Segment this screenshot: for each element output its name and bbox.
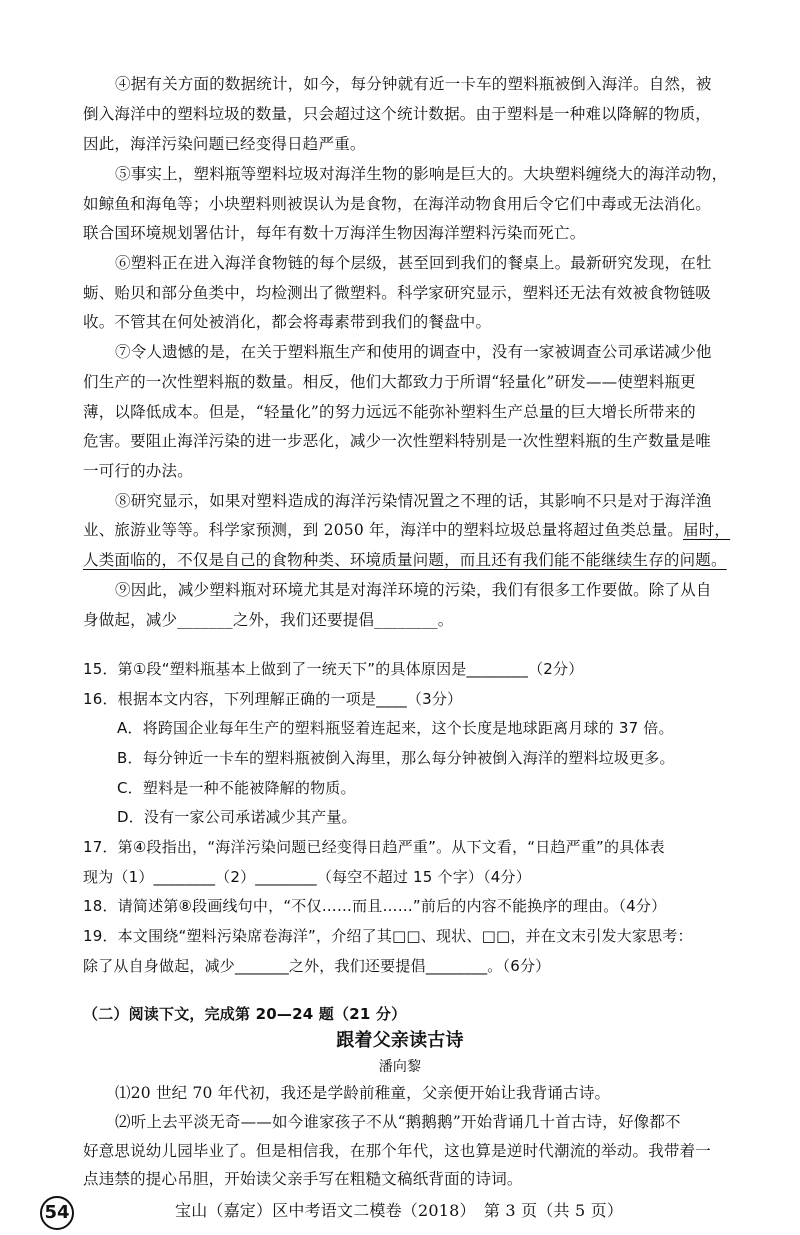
article-line: ⑴20 世纪 70 年代初，我还是学龄前稚童，父亲便开始让我背诵古诗。 (115, 1084, 611, 1102)
passage-line: 倒入海洋中的塑料垃圾的数量，只会超过这个统计数据。由于塑料是一种难以降解的物质， (83, 105, 712, 123)
page-number-badge: 54 (40, 1196, 74, 1230)
passage-line: 一可行的办法。 (83, 462, 193, 480)
option-b: B．每分钟近一卡车的塑料瓶被倒入海里，那么每分钟被倒入海洋的塑料垃圾更多。 (117, 749, 675, 767)
question-15: 15．第①段“塑料瓶基本上做到了一统天下”的具体原因是________（2分） (83, 660, 584, 678)
passage-line: ⑤事实上，塑料瓶等塑料垃圾对海洋生物的影响是巨大的。大块塑料缠绕大的海洋动物， (115, 165, 728, 183)
option-a: A．将跨国企业每年生产的塑料瓶竖着连起来，这个长度是地球距离月球的 37 倍。 (117, 719, 674, 737)
article-author: 潘向黎 (378, 1059, 422, 1075)
underlined-sentence: 人类面临的，不仅是自己的食物种类、环境质量问题，而且还有我们能不能继续生存的问题。 (83, 551, 727, 569)
passage-line: ⑥塑料正在进入海洋食物链的每个层级，甚至回到我们的餐桌上。最新研究发现，在牡 (115, 254, 712, 272)
passage-line: 收。不管其在何处被消化，都会将毒素带到我们的餐盘中。 (83, 313, 492, 331)
passage-line: 如鲸鱼和海龟等；小块塑料则被误认为是食物，在海洋动物食用后令它们中毒或无法消化。 (83, 195, 712, 213)
article-line: ⑵听上去平淡无奇——如今谁家孩子不从“鹅鹅鹅”开始背诵几十首古诗，好像都不 (115, 1113, 681, 1131)
underlined-sentence: 届时， (683, 521, 731, 539)
passage-line: 因此，海洋污染问题已经变得日趋严重。 (83, 135, 366, 153)
question-17-cont: 现为（1）________（2）________（每空不超过 15 个字）（4分） (83, 868, 531, 886)
question-18: 18．请简述第⑧段画线句中，“不仅……而且……”前后的内容不能换序的理由。（4分） (83, 897, 667, 915)
passage-line: ⑧研究显示，如果对塑料造成的海洋污染情况置之不理的话，其影响不只是对于海洋渔 (115, 492, 712, 510)
passage-text: 业、旅游业等等。科学家预测，到 2050 年，海洋中的塑料垃圾总量将超过鱼类总量。 (83, 521, 684, 539)
article-line: 点违禁的提心吊胆，开始读父亲手写在粗糙文稿纸背面的诗词。 (83, 1170, 523, 1188)
article-line: 好意思说幼儿园毕业了。但是相信我，在那个年代，这也算是逆时代潮流的举动。我带着一 (83, 1142, 712, 1160)
passage-line: 身做起，减少_______之外，我们还要提倡________。 (83, 611, 454, 629)
passage-line (83, 519, 730, 541)
question-19-cont: 除了从自身做起，减少_______之外，我们还要提倡________。（6分） (83, 957, 551, 975)
question-16: 16．根据本文内容，下列理解正确的一项是____（3分） (83, 690, 463, 708)
passage-line: 薄，以降低成本。但是，“轻量化”的努力远远不能弥补塑料生产总量的巨大增长所带来的 (83, 403, 696, 421)
question-19: 19．本文围绕“塑料污染席卷海洋”，介绍了其□□、现状、□□，并在文末引发大家思考： (83, 927, 693, 945)
passage-line: ⑦令人遗憾的是，在关于塑料瓶生产和使用的调查中，没有一家被调查公司承诺减少他 (115, 343, 712, 361)
section-heading: （二）阅读下文，完成第 20—24 题（21 分） (83, 1005, 407, 1023)
option-d: D．没有一家公司承诺减少其产量。 (117, 808, 357, 826)
passage-line: 们生产的一次性塑料瓶的数量。相反，他们大都致力于所谓“轻量化”研发——使塑料瓶更 (83, 373, 696, 391)
passage-line: ④据有关方面的数据统计，如今，每分钟就有近一卡车的塑料瓶被倒入海洋。自然，被 (115, 75, 712, 93)
passage-line: ⑨因此，减少塑料瓶对环境尤其是对海洋环境的污染，我们有很多工作要做。除了从自 (115, 581, 712, 599)
passage-line: 联合国环境规划署估计，每年有数十万海洋生物因海洋塑料污染而死亡。 (83, 224, 586, 242)
passage-line: 危害。要阻止海洋污染的进一步恶化，减少一次性塑料特别是一次性塑料瓶的生产数量是唯 (83, 432, 712, 450)
passage-line: 蛎、贻贝和部分鱼类中，均检测出了微塑料。科学家研究显示，塑料还无法有效被食物链吸 (83, 284, 712, 302)
article-title: 跟着父亲读古诗 (336, 1030, 464, 1051)
option-c: C．塑料是一种不能被降解的物质。 (117, 779, 356, 797)
page-footer: 宝山（嘉定）区中考语文二模卷（2018） 第 3 页（共 5 页） (175, 1201, 624, 1220)
question-17: 17．第④段指出，“海洋污染问题已经变得日趋严重”。从下文看，“日趋严重”的具体表 (83, 838, 665, 856)
